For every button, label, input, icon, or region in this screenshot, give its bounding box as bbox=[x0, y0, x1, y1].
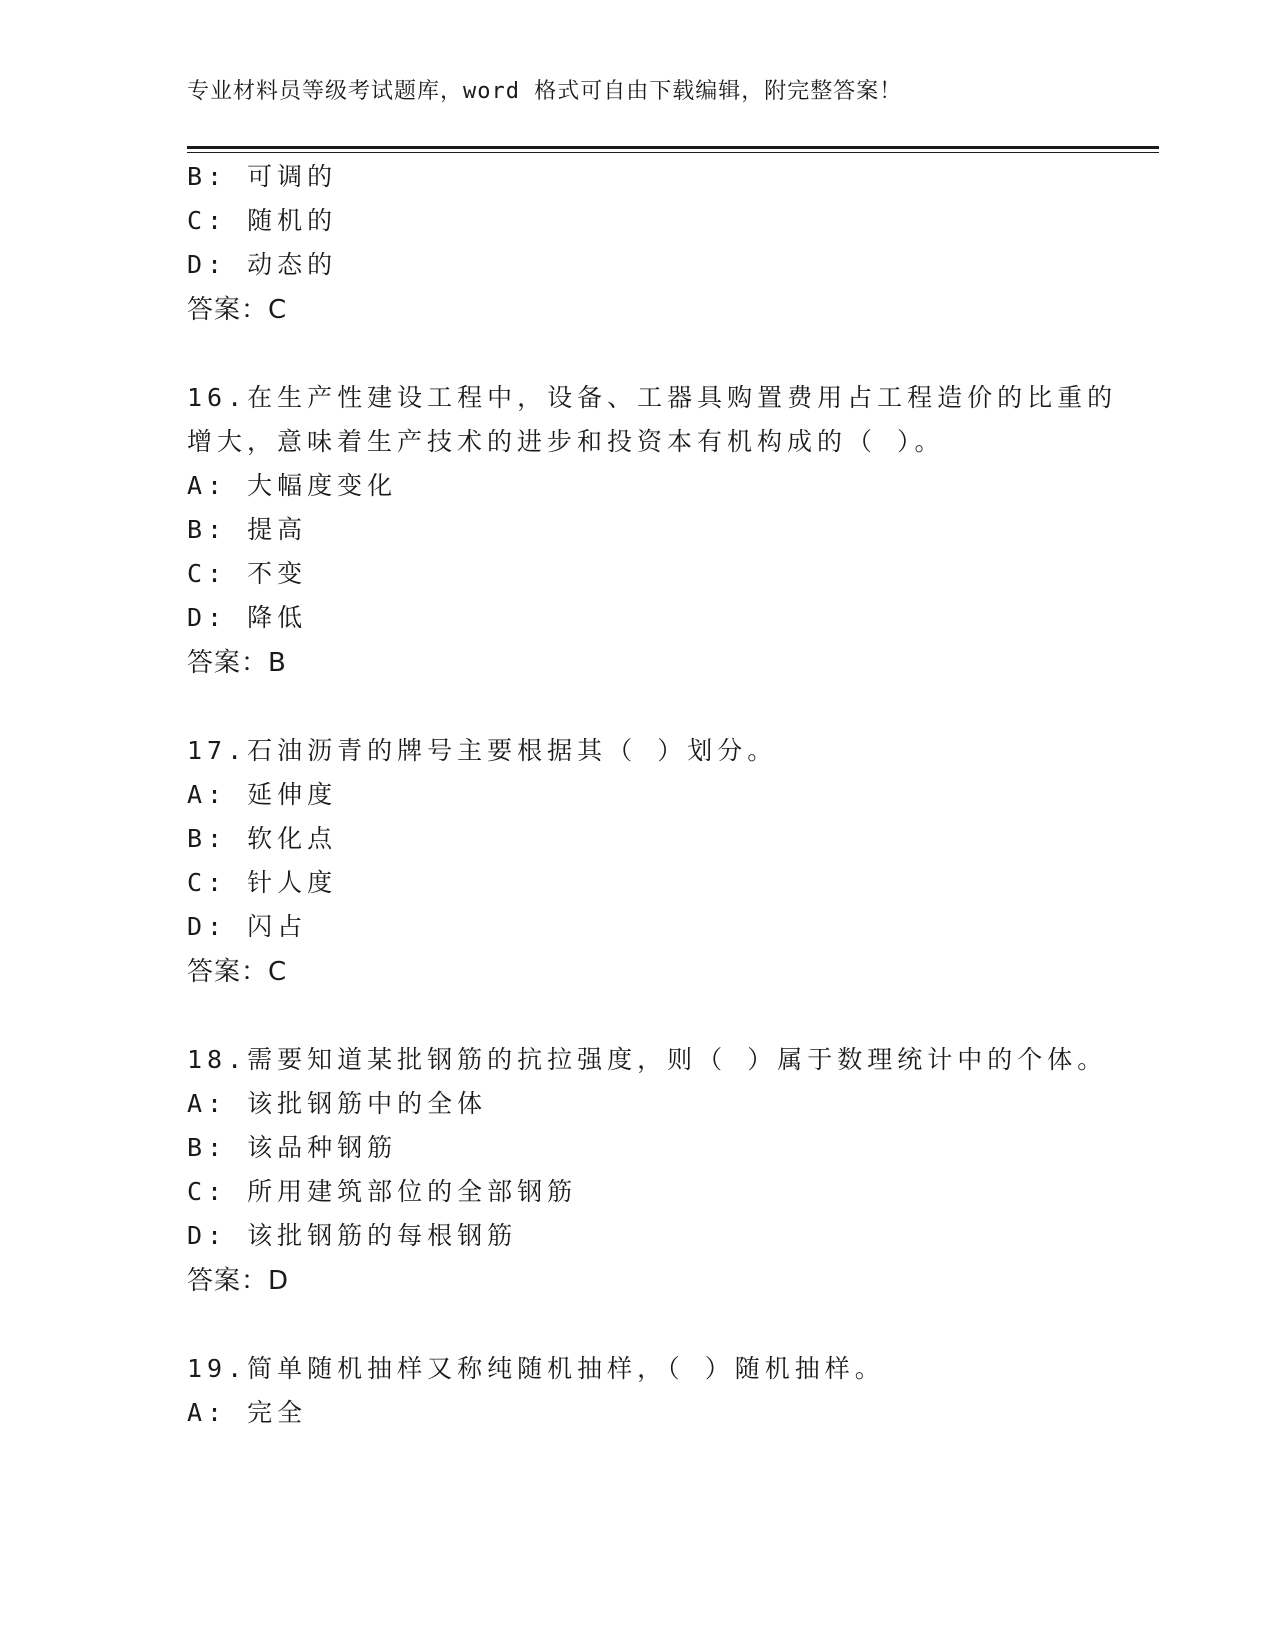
q18-option-c: C: 所用建筑部位的全部钢筋 bbox=[187, 1177, 578, 1206]
q17-option-c: C: 针人度 bbox=[187, 868, 338, 897]
q18-stem-line-1: 18.需要知道某批钢筋的抗拉强度，则（ ）属于数理统计中的个体。 bbox=[187, 1045, 1108, 1074]
q16-stem-line-2: 增大，意味着生产技术的进步和投资本有机构成的（ ）。 bbox=[187, 427, 945, 456]
prev-answer: 答案：C bbox=[187, 295, 288, 325]
q18-option-a: A: 该批钢筋中的全体 bbox=[187, 1089, 488, 1118]
page-header: 专业材料员等级考试题库，word 格式可自由下载编辑，附完整答案！ bbox=[187, 79, 903, 104]
header-divider-thick bbox=[187, 146, 1159, 149]
q17-answer: 答案：C bbox=[187, 957, 288, 987]
q16-option-d: D: 降低 bbox=[187, 603, 308, 632]
header-divider-thin bbox=[187, 152, 1159, 153]
q17-option-b: B: 软化点 bbox=[187, 824, 338, 853]
prev-option-d: D: 动态的 bbox=[187, 250, 338, 279]
q16-answer: 答案：B bbox=[187, 648, 287, 678]
q16-stem-line-1: 16.在生产性建设工程中，设备、工器具购置费用占工程造价的比重的 bbox=[187, 383, 1118, 412]
q18-option-d: D: 该批钢筋的每根钢筋 bbox=[187, 1221, 518, 1250]
q16-option-c: C: 不变 bbox=[187, 559, 308, 588]
q18-answer: 答案：D bbox=[187, 1266, 290, 1296]
q19-option-a: A: 完全 bbox=[187, 1398, 308, 1427]
prev-option-c: C: 随机的 bbox=[187, 206, 338, 235]
q16-option-a: A: 大幅度变化 bbox=[187, 471, 398, 500]
q17-option-a: A: 延伸度 bbox=[187, 780, 338, 809]
q17-option-d: D: 闪占 bbox=[187, 912, 308, 941]
q18-option-b: B: 该品种钢筋 bbox=[187, 1133, 398, 1162]
q17-stem-line-1: 17.石油沥青的牌号主要根据其（ ）划分。 bbox=[187, 736, 778, 765]
q19-stem-line-1: 19.简单随机抽样又称纯随机抽样，（ ）随机抽样。 bbox=[187, 1354, 885, 1383]
q16-option-b: B: 提高 bbox=[187, 515, 308, 544]
prev-option-b: B: 可调的 bbox=[187, 162, 338, 191]
